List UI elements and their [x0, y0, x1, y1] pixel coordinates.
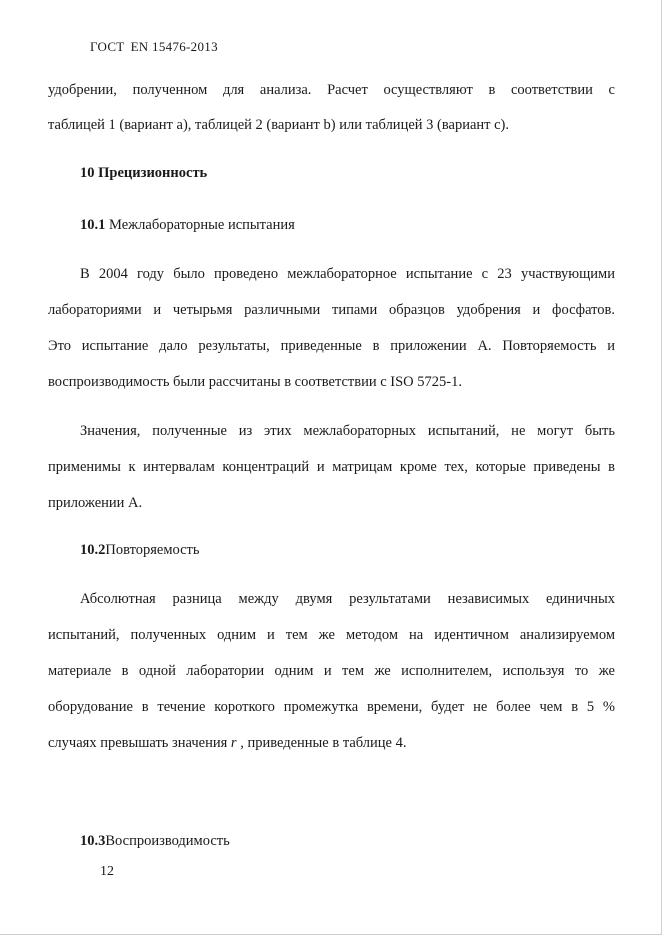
paragraph-line: Абсолютная разница между двумя результатами независимых единичных	[80, 591, 615, 607]
section-10-2-title: Повторяемость	[105, 542, 200, 558]
paragraph-line: воспроизводимость были рассчитаны в соответствии с ISO 5725-1.	[48, 374, 462, 390]
intro-line-1: удобрении, полученном для анализа. Расчет осуществляют в соответствии с	[48, 82, 615, 98]
paragraph-line: лабораториями и четырьмя различными типами образцов удобрения и фосфатов.	[48, 302, 615, 318]
section-10-title: Прецизионность	[98, 165, 208, 181]
paragraph-line: Это испытание дало результаты, приведенные в приложении А. Повторяемость и	[48, 338, 615, 354]
page-number: 12	[100, 864, 114, 879]
paragraph-line: испытаний, полученных одним и тем же методом на идентичном анализируемом	[48, 627, 615, 643]
repeatability-symbol: r	[230, 735, 237, 751]
header-gost: ГОСТ	[90, 39, 125, 54]
section-10-1-heading	[80, 216, 295, 234]
paragraph-line: В 2004 году было проведено межлабораторное испытание с 23 участвующими	[80, 266, 615, 282]
header-standard-number: EN 15476-2013	[130, 39, 218, 54]
section-10-3-heading	[80, 832, 230, 850]
paragraph-line: Значения, полученные из этих межлабораторных испытаний, не могут быть	[80, 423, 615, 439]
paragraph-line: оборудование в течение короткого промежутка времени, будет не более чем в 5 %	[48, 699, 615, 715]
paragraph-line: материале в одной лаборатории одним и тем же исполнителем, используя то же	[48, 663, 615, 679]
section-10-1-title: Межлабораторные испытания	[109, 217, 295, 233]
section-10-3-number: 10.3	[80, 833, 106, 849]
section-10-heading	[80, 164, 207, 182]
section-10-2-heading	[80, 541, 200, 559]
section-10-3-title: Воспроизводимость	[105, 833, 230, 849]
paragraph-line-last	[48, 734, 615, 752]
intro-line-2: таблицей 1 (вариант а), таблицей 2 (вариант b) или таблицей 3 (вариант с).	[48, 117, 509, 133]
text-after-symbol: , приведенные в таблице 4.	[236, 735, 407, 751]
running-header	[90, 39, 218, 55]
section-10-1-number: 10.1	[80, 217, 106, 233]
section-10-2-number: 10.2	[80, 542, 106, 558]
section-10-number: 10	[80, 165, 95, 181]
text-before-symbol: случаях превышать значения	[48, 735, 231, 751]
paragraph-line: применимы к интервалам концентраций и матрицам кроме тех, которые приведены в	[48, 459, 615, 475]
paragraph-line: приложении А.	[48, 495, 143, 511]
